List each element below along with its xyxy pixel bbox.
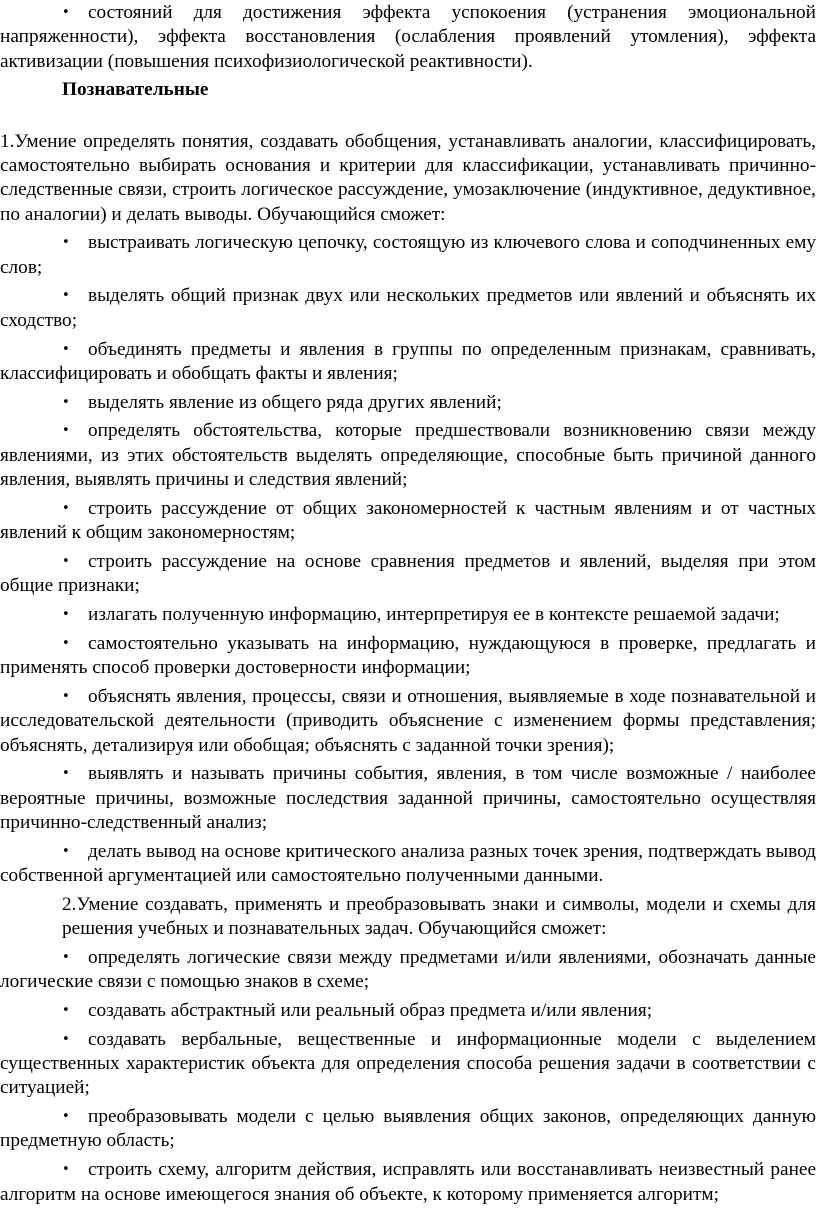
bullet-icon: •: [62, 949, 70, 965]
list-item: [0, 840, 816, 889]
list-item-text: строить рассуждение от общих закономерностей к частным явлениям и от частных явлений к общим закономерностям;: [0, 497, 816, 544]
list-item: [0, 603, 816, 627]
bullet-icon: •: [62, 423, 70, 439]
list-item-text: преобразовывать модели с целью выявления общих законов, определяющих данную предметную область;: [0, 1106, 816, 1152]
bullet-icon: •: [62, 341, 70, 357]
list-item-text: выявлять и называть причины события, явления, в том числе возможные / наиболее вероятные причины, возможные последствия заданной причины, самостоятельно осуществляя причинно-следственный анализ;: [0, 763, 816, 833]
list-item: [0, 1028, 816, 1101]
bullet-icon: •: [62, 500, 70, 516]
list-item: [0, 946, 816, 995]
list-item: [0, 391, 816, 415]
bullet-icon: •: [62, 635, 70, 651]
list-item-text: определять логические связи между предметами и/или явлениями, обозначать данные логические связи с помощью знаков в схеме;: [0, 946, 816, 993]
bullet-icon: •: [62, 843, 70, 859]
bullet-icon: •: [62, 5, 70, 20]
list-item-text: определять обстоятельства, которые предшествовали возникновению связи между явлениями, из этих обстоятельств выделять определяющие, способные быть причиной данного явления, выявлять причины и следствия явлений;: [0, 420, 816, 491]
bullet-icon: •: [62, 553, 70, 569]
list-item: [0, 632, 816, 681]
list-item: [0, 762, 816, 835]
list-item: [0, 1105, 816, 1154]
list-item-text: состояний для достижения эффекта успокоения (устранения эмоциональной напряженности), эффекта восстановления (ослабления проявлений утомления), эффекта активизации (повышения психофизиологической реактивности).: [0, 2, 816, 72]
bullet-icon: •: [62, 607, 70, 623]
bullet-icon: •: [62, 1109, 70, 1125]
list-item-text: создавать вербальные, вещественные и информационные модели с выделением существенных характеристик объекта для определения способа решения задачи в соответствии с ситуацией;: [0, 1028, 816, 1099]
bullet-icon: •: [62, 394, 70, 410]
paragraph-point-2: 2.Умение создавать, применять и преобразовывать знаки и символы, модели и схемы для решения учебных и познавательных задач. Обучающийся сможет:: [62, 893, 816, 940]
list-item: [0, 497, 816, 546]
list-item-text: выделять общий признак двух или нескольких предметов или явлений и объяснять их сходство;: [0, 285, 816, 331]
list-item-text: объединять предметы и явления в группы по определенным признакам, сравнивать, классифицировать и обобщать факты и явления;: [0, 338, 816, 384]
bullet-icon: •: [62, 235, 70, 251]
point1-list: [0, 231, 816, 888]
list-item: [0, 231, 816, 280]
list-item-text: делать вывод на основе критического анализа разных точек зрения, подтверждать вывод собственной аргументацией или самостоятельно полученными данными.: [0, 840, 816, 886]
bullet-icon: •: [62, 1162, 70, 1178]
list-item: [0, 685, 816, 758]
list-item-text: строить рассуждение на основе сравнения предметов и явлений, выделяя при этом общие признаки;: [0, 550, 816, 597]
list-item-text: создавать абстрактный или реальный образ предмета и/или явления;: [88, 999, 653, 1021]
list-item: [0, 338, 816, 387]
list-item-text: излагать полученную информацию, интерпретируя ее в контексте решаемой задачи;: [88, 604, 780, 626]
list-item: [0, 550, 816, 599]
list-item-text: самостоятельно указывать на информацию, нуждающуюся в проверке, предлагать и применять способ проверки достоверности информации;: [0, 632, 816, 679]
list-item-text: объяснять явления, процессы, связи и отношения, выявляемые в ходе познавательной и исследовательской деятельности (приводить объяснение с изменением формы представления; объяснять, детализируя или обобщая; объяснять с заданной точки зрения);: [0, 685, 816, 756]
bullet-icon: •: [62, 1002, 70, 1018]
list-item-text: выделять явление из общего ряда других явлений;: [88, 391, 502, 413]
list-item: [0, 419, 816, 492]
bullet-icon: •: [62, 288, 70, 304]
list-item: [0, 284, 816, 333]
section-heading: Познавательные: [62, 79, 209, 101]
bullet-icon: •: [62, 766, 70, 782]
list-item: [0, 1, 816, 74]
bullet-icon: •: [62, 688, 70, 704]
list-item-text: строить схему, алгоритм действия, исправлять или восстанавливать неизвестный ранее алгоритм на основе имеющегося знания об объекте, к которому применяется алгоритм;: [0, 1159, 816, 1205]
point2-list: [0, 946, 816, 1207]
bullet-icon: •: [62, 1031, 70, 1047]
list-item: [0, 1158, 816, 1207]
paragraph-point-1: 1.Умение определять понятия, создавать обобщения, устанавливать аналогии, классифицировать, самостоятельно выбирать основания и критерии для классификации, устанавливать причинно-следственные связи, строить логическое рассуждение, умозаключение (индуктивное, дедуктивное, по аналогии) и делать выводы. Обучающийся сможет:: [0, 130, 816, 225]
list-item: [0, 999, 816, 1023]
list-item-text: выстраивать логическую цепочку, состоящую из ключевого слова и соподчиненных ему слов;: [0, 232, 816, 278]
